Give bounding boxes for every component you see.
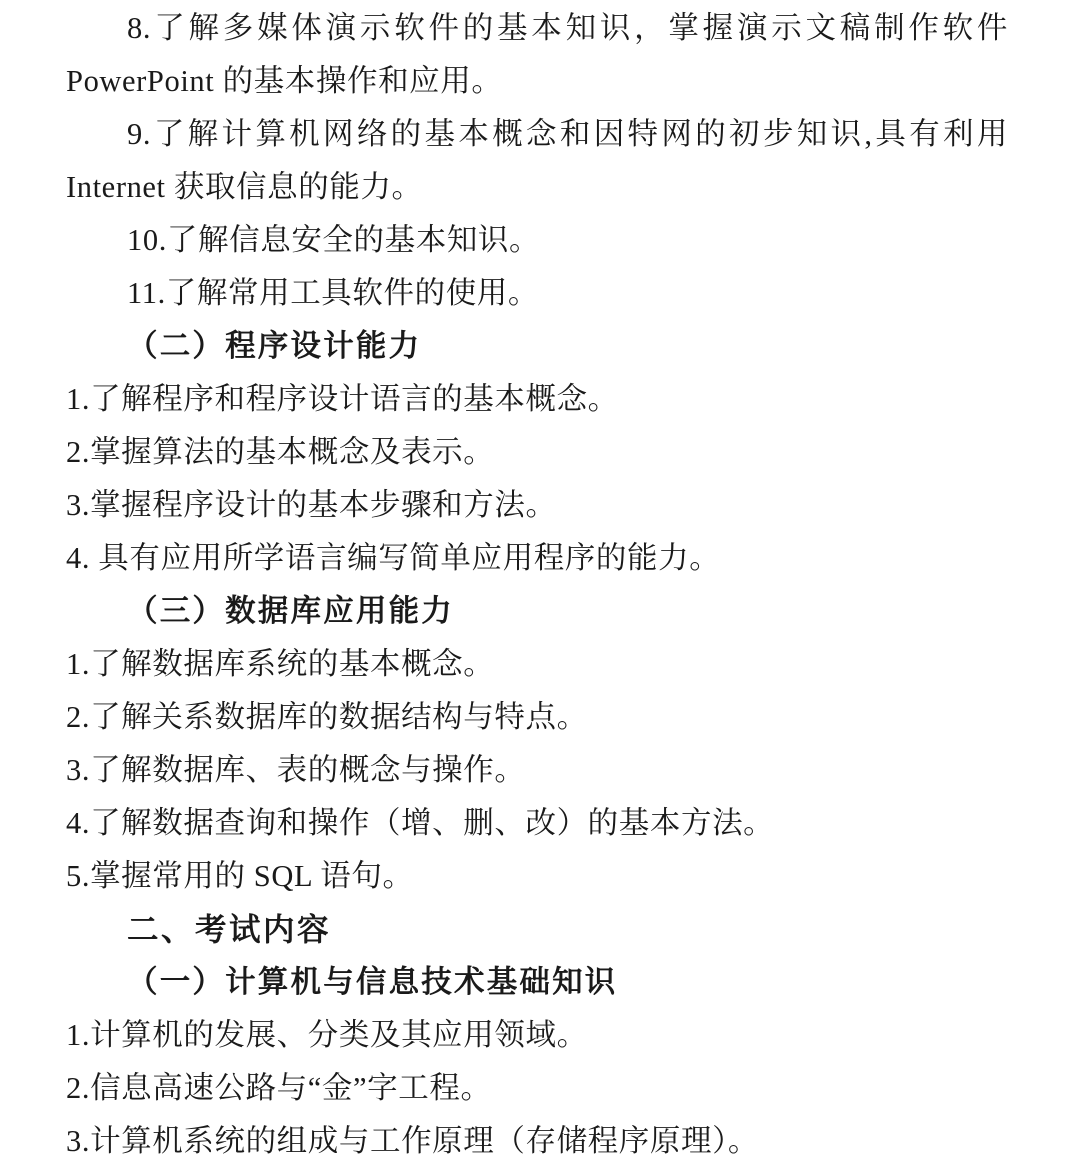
heading-section-three: （三）数据库应用能力: [127, 594, 454, 628]
paragraph-sec2-item-3: 3.掌握程序设计的基本步骤和方法。: [66, 488, 557, 522]
paragraph-sec2-item-1: 1.了解程序和程序设计语言的基本概念。: [66, 382, 619, 416]
paragraph-ec-item-1: 1.计算机的发展、分类及其应用领域。: [66, 1018, 588, 1052]
paragraph-sec3-item-2: 2.了解关系数据库的数据结构与特点。: [66, 700, 588, 734]
heading-exam-content: 二、考试内容: [127, 912, 332, 947]
paragraph-sec3-item-5: 5.掌握常用的 SQL 语句。: [66, 859, 414, 893]
paragraph-sec2-item-2: 2.掌握算法的基本概念及表示。: [66, 435, 495, 469]
paragraph-item-10: 10.了解信息安全的基本知识。: [127, 223, 541, 257]
paragraph-sec3-item-3: 3.了解数据库、表的概念与操作。: [66, 753, 526, 787]
paragraph-ec-item-3: 3.计算机系统的组成与工作原理（存储程序原理）。: [66, 1124, 760, 1158]
paragraph-sec2-item-4: 4. 具有应用所学语言编写简单应用程序的能力。: [66, 541, 721, 575]
paragraph-item-11: 11.了解常用工具软件的使用。: [127, 276, 539, 310]
document-body: [66, 0, 1017, 1168]
heading-section-two: （二）程序设计能力: [127, 329, 422, 363]
paragraph-sec3-item-1: 1.了解数据库系统的基本概念。: [66, 647, 495, 681]
paragraph-sec3-item-4: 4.了解数据查询和操作（增、删、改）的基本方法。: [66, 806, 775, 840]
heading-exam-content-one: （一）计算机与信息技术基础知识: [127, 965, 618, 999]
paragraph-item-9: 9.了解计算机网络的基本概念和因特网的初步知识,具有利用 Internet 获取信息的能力。: [66, 117, 1017, 204]
paragraph-ec-item-2: 2.信息高速公路与“金”字工程。: [66, 1071, 492, 1105]
paragraph-item-8: 8.了解多媒体演示软件的基本知识，掌握演示文稿制作软件 PowerPoint 的基本操作和应用。: [66, 11, 1017, 98]
